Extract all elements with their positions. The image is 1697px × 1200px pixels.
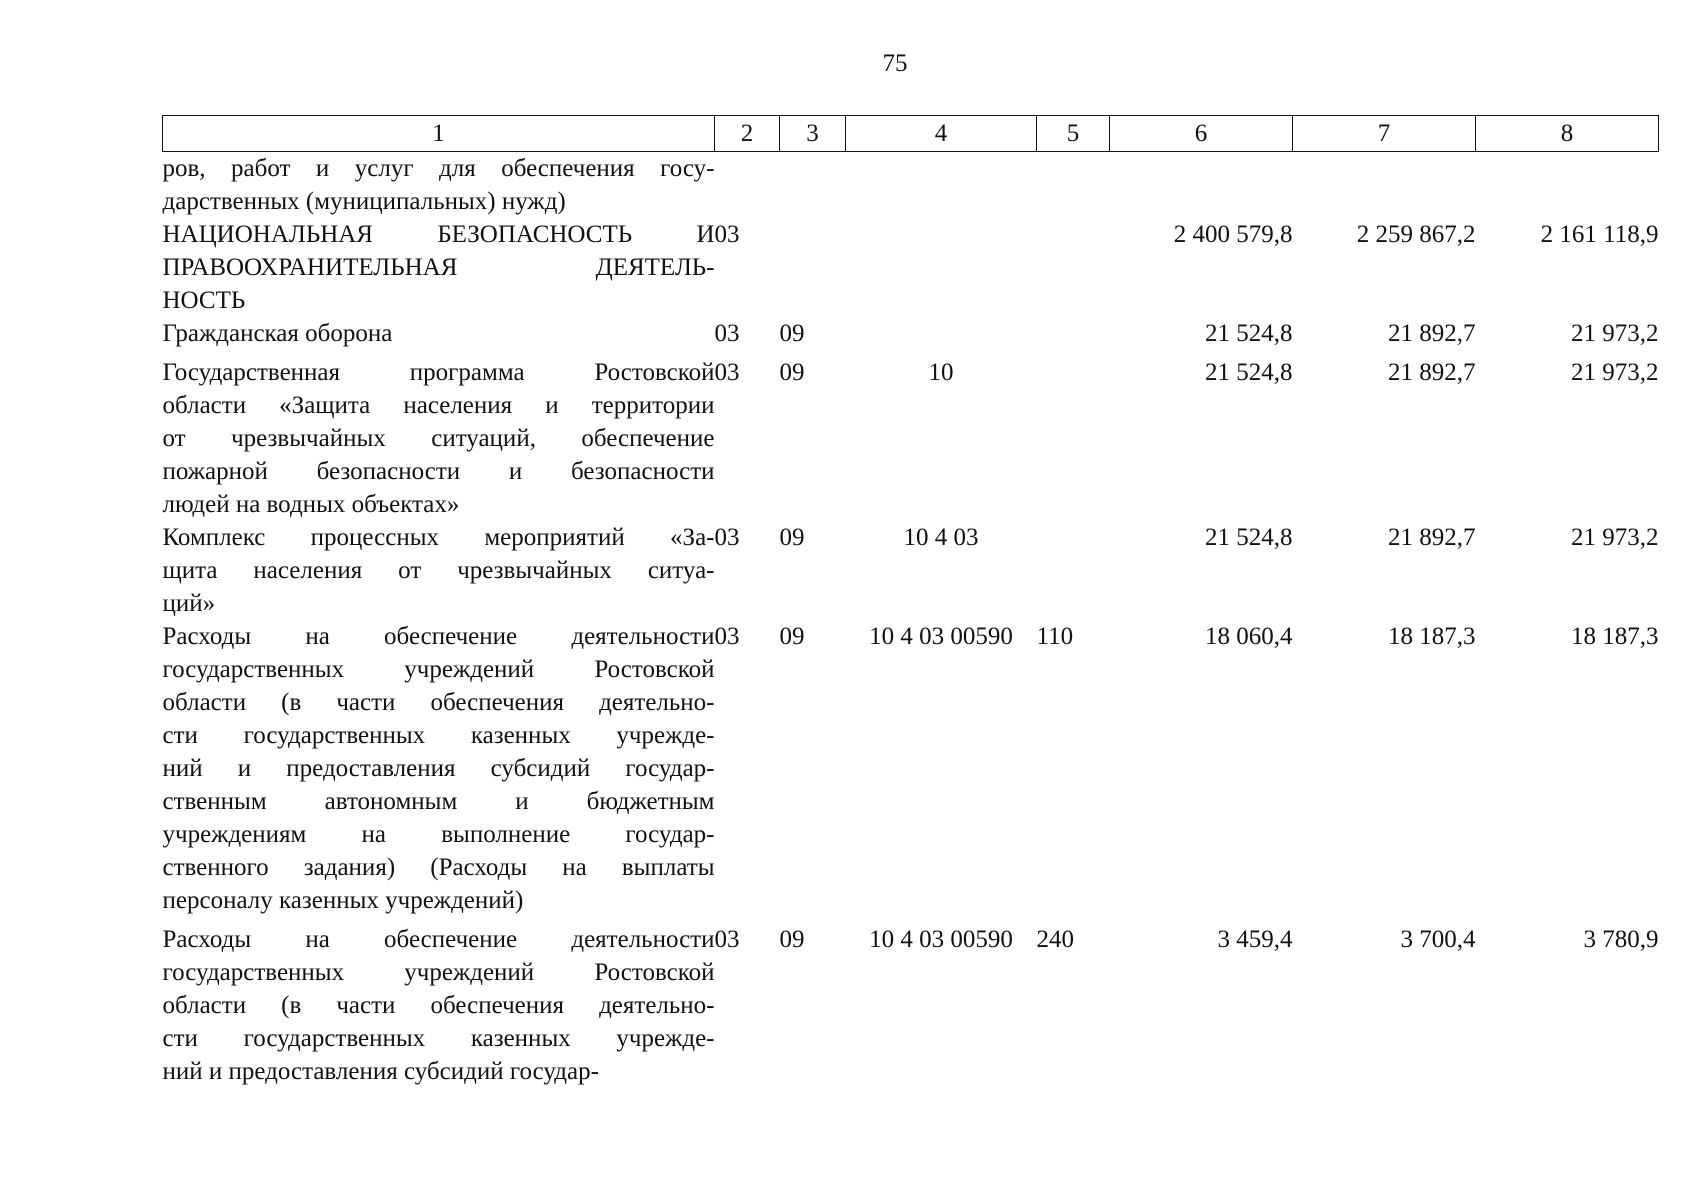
subsection-code	[780, 152, 846, 219]
header-col-8: 8	[1476, 116, 1659, 152]
value-col-6: 2 400 579,8	[1173, 221, 1293, 248]
description-line: ний и предоставления субсидий государ-	[162, 755, 715, 782]
value-col-8: 21 973,2	[1571, 359, 1659, 386]
table-body	[163, 152, 1659, 1089]
table-row	[163, 521, 1659, 620]
expense-type-code: 110	[1036, 623, 1074, 650]
row-description	[163, 917, 715, 1088]
expense-type-code	[1037, 317, 1110, 350]
description-line: области «Защита населения и территории	[162, 392, 715, 419]
value-col-6: 3 459,4	[1217, 926, 1293, 953]
value-col-8: 2 161 118,9	[1540, 221, 1659, 248]
description-line: дарственных (муниципальных) нужд)	[162, 188, 566, 215]
value-col-6: 21 524,8	[1205, 359, 1293, 386]
row-description	[163, 152, 715, 219]
value-col-7: 21 892,7	[1388, 320, 1476, 347]
target-article-code: 10 4 03 00590	[869, 623, 1013, 650]
description-line: сти государственных казенных учрежде-	[162, 722, 715, 749]
section-code: 03	[714, 623, 740, 650]
value-col-6: 21 524,8	[1205, 320, 1293, 347]
table-row	[163, 350, 1659, 521]
header-col-1: 1	[163, 116, 715, 152]
description-line: ственным автономным и бюджетным	[162, 788, 715, 815]
value-col-7	[1293, 152, 1476, 219]
value-col-6: 18 060,4	[1205, 623, 1293, 650]
description-line: ПРАВООХРАНИТЕЛЬНАЯ ДЕЯТЕЛЬ-	[162, 254, 715, 281]
subsection-code: 09	[779, 926, 805, 953]
header-col-3: 3	[780, 116, 846, 152]
value-col-7: 18 187,3	[1388, 623, 1476, 650]
description-line: Гражданская оборона	[162, 320, 393, 347]
header-col-5: 5	[1037, 116, 1110, 152]
description-line: людей на водных объектах»	[162, 491, 460, 518]
description-line: Расходы на обеспечение деятельности	[162, 926, 715, 953]
subsection-code: 09	[779, 524, 805, 551]
description-line: ственного задания) (Расходы на выплаты	[162, 854, 715, 881]
target-article-code	[846, 218, 1037, 317]
section-code: 03	[714, 221, 740, 248]
target-article-code: 10 4 03	[903, 524, 979, 551]
row-description	[163, 317, 715, 350]
expense-type-code	[1037, 152, 1110, 219]
description-line: Комплекс процессных мероприятий «За-	[162, 524, 715, 551]
budget-table	[162, 115, 1659, 1088]
target-article-code	[846, 152, 1037, 219]
expense-type-code	[1037, 350, 1110, 521]
description-line: сти государственных казенных учрежде-	[162, 1025, 715, 1052]
table-row	[163, 917, 1659, 1088]
table-row	[163, 152, 1659, 219]
page-number: 75	[882, 50, 908, 77]
value-col-7: 21 892,7	[1388, 524, 1476, 551]
description-line: пожарной безопасности и безопасности	[162, 458, 715, 485]
header-col-4: 4	[846, 116, 1037, 152]
description-line: ров, работ и услуг для обеспечения госу-	[162, 155, 715, 182]
value-col-8	[1476, 152, 1659, 219]
description-line: ций»	[162, 590, 216, 617]
description-line: области (в части обеспечения деятельно-	[162, 992, 715, 1019]
value-col-7: 21 892,7	[1388, 359, 1476, 386]
description-line: Расходы на обеспечение деятельности	[162, 623, 715, 650]
row-description	[163, 521, 715, 620]
description-line: государственных учреждений Ростовской	[162, 959, 715, 986]
target-article-code: 10 4 03 00590	[869, 926, 1013, 953]
expense-type-code	[1037, 218, 1110, 317]
description-line: НАЦИОНАЛЬНАЯ БЕЗОПАСНОСТЬ И	[162, 221, 715, 248]
value-col-7: 2 259 867,2	[1356, 221, 1476, 248]
description-line: государственных учреждений Ростовской	[162, 656, 715, 683]
target-article-code: 10	[928, 359, 954, 386]
header-row	[163, 116, 1659, 152]
table-row	[163, 218, 1659, 317]
row-description	[163, 350, 715, 521]
value-col-7: 3 700,4	[1400, 926, 1476, 953]
subsection-code: 09	[779, 320, 805, 347]
description-line: области (в части обеспечения деятельно-	[162, 689, 715, 716]
subsection-code: 09	[779, 623, 805, 650]
value-col-8: 21 973,2	[1571, 524, 1659, 551]
header-col-2: 2	[715, 116, 780, 152]
expense-type-code: 240	[1036, 926, 1074, 953]
value-col-8: 3 780,9	[1583, 926, 1659, 953]
value-col-6	[1110, 152, 1293, 219]
value-col-6: 21 524,8	[1205, 524, 1293, 551]
table-row	[163, 620, 1659, 917]
section-code: 03	[714, 524, 740, 551]
subsection-code	[780, 218, 846, 317]
description-line: Государственная программа Ростовской	[162, 359, 715, 386]
value-col-8: 21 973,2	[1571, 320, 1659, 347]
expense-type-code	[1037, 521, 1110, 620]
description-line: учреждениям на выполнение государ-	[162, 821, 715, 848]
row-description	[163, 218, 715, 317]
description-line: щита населения от чрезвычайных ситуа-	[162, 557, 715, 584]
table-row	[163, 317, 1659, 350]
section-code: 03	[714, 359, 740, 386]
section-code	[715, 152, 780, 219]
row-description	[163, 620, 715, 917]
description-line: ний и предоставления субсидий государ-	[162, 1058, 599, 1085]
section-code: 03	[714, 926, 740, 953]
description-line: персоналу казенных учреждений)	[162, 887, 524, 914]
header-col-6: 6	[1110, 116, 1293, 152]
header-col-7: 7	[1293, 116, 1476, 152]
description-line: от чрезвычайных ситуаций, обеспечение	[162, 425, 715, 452]
value-col-8: 18 187,3	[1571, 623, 1659, 650]
target-article-code	[846, 317, 1037, 350]
subsection-code: 09	[779, 359, 805, 386]
section-code: 03	[714, 320, 740, 347]
description-line: НОСТЬ	[162, 287, 246, 314]
